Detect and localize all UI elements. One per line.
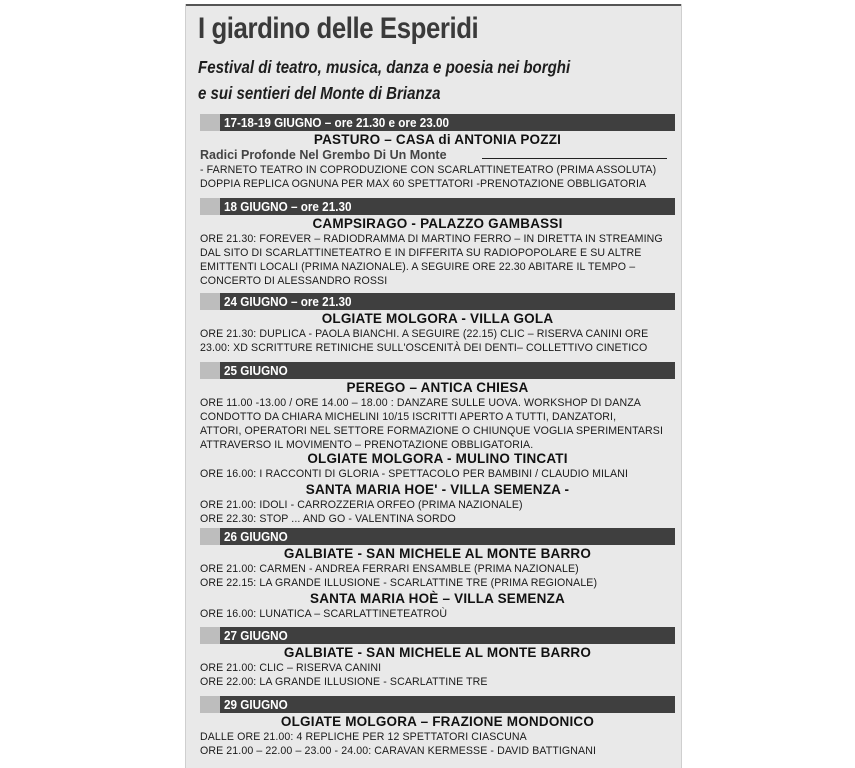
date-label: 27 GIUGNO	[224, 628, 288, 643]
date-band-notch	[200, 114, 220, 131]
top-rule	[186, 4, 681, 6]
date-label: 24 GIUGNO – ore 21.30	[224, 294, 352, 309]
date-band	[200, 362, 675, 379]
date-band	[200, 696, 675, 713]
date-label: 29 GIUGNO	[224, 697, 288, 712]
date-band	[200, 198, 675, 215]
event-line: EMITTENTI LOCALI (PRIMA NAZIONALE). A SEGUIRE ORE 22.30 ABITARE IL TEMPO –	[200, 261, 636, 273]
event-line: ORE 21.00: CLIC – RISERVA CANINI	[200, 662, 382, 674]
event-line: CONCERTO DI ALESSANDRO ROSSI	[200, 275, 388, 287]
event-line: - FARNETO TEATRO IN COPRODUZIONE CON SCARLATTINETEATRO (PRIMA ASSOLUTA)	[200, 164, 657, 176]
date-label: 18 GIUGNO – ore 21.30	[224, 199, 352, 214]
event-section	[200, 696, 675, 758]
newspaper-page	[185, 4, 682, 768]
event-section	[200, 114, 675, 191]
event-line: DAL SITO DI SCARLATTINETEATRO E IN DIFFERITA SU RADIOPOPOLARE E SU ALTRE	[200, 247, 642, 259]
event-line: ORE 22.30: STOP ... AND GO - VALENTINA SORDO	[200, 513, 456, 525]
subtitle-line-1: Festival di teatro, musica, danza e poesia nei borghi	[198, 57, 571, 77]
event-line: ORE 21.00: CARMEN - ANDREA FERRARI ENSAMBLE (PRIMA NAZIONALE)	[200, 563, 579, 575]
venue-title: SANTA MARIA HOÈ – VILLA SEMENZA	[310, 591, 565, 606]
event-section	[200, 528, 675, 621]
event-line: ATTORI, OPERATORI NEL SETTORE FORMAZIONE O CHIUNQUE VOGLIA SPERIMENTARSI	[200, 425, 663, 437]
date-band-notch	[200, 293, 220, 310]
event-line: ORE 22.00: LA GRANDE ILLUSIONE - SCARLATTINE TRE	[200, 676, 488, 688]
event-line: ORE 22.15: LA GRANDE ILLUSIONE - SCARLATTINE TRE (PRIMA REGIONALE)	[200, 577, 598, 589]
event-line: CONDOTTO DA CHIARA MICHELINI 10/15 ISCRITTI APERTO A TUTTI, DANZATORI,	[200, 411, 617, 423]
date-band	[200, 528, 675, 545]
event-line: ORE 16.00: I RACCONTI DI GLORIA - SPETTACOLO PER BAMBINI / CLAUDIO MILANI	[200, 468, 629, 480]
venue-title: PASTURO – CASA di ANTONIA POZZI	[313, 132, 562, 147]
venue-title: OLGIATE MOLGORA - VILLA GOLA	[321, 311, 554, 326]
tagline-text: Radici Profonde Nel Grembo Di Un Monte	[200, 148, 447, 162]
date-label: 26 GIUGNO	[224, 529, 288, 544]
event-line: ORE 21.30: FOREVER – RADIODRAMMA DI MARTINO FERRO – IN DIRETTA IN STREAMING	[200, 233, 663, 245]
event-line: DOPPIA REPLICA OGNUNA PER MAX 60 SPETTATORI -PRENOTAZIONE OBBLIGATORIA	[200, 178, 647, 190]
venue-title: OLGIATE MOLGORA - MULINO TINCATI	[307, 451, 568, 466]
clipped-line-wrapper	[200, 438, 675, 450]
tagline-rule	[482, 158, 667, 159]
event-line: ORE 21.30: DUPLICA - PAOLA BIANCHI. A SEGUIRE (22.15) CLIC – RISERVA CANINI ORE	[200, 328, 649, 340]
event-line: ORE 16.00: LUNATICA – SCARLATTINETEATROÙ	[200, 608, 448, 620]
venue-title: CAMPSIRAGO - PALAZZO GAMBASSI	[312, 216, 563, 231]
date-label: 17-18-19 GIUGNO – ore 21.30 e ore 23.00	[224, 115, 450, 130]
event-line: ORE 21.00 – 22.00 – 23.00 - 24.00: CARAVAN KERMESSE - DAVID BATTIGNANI	[200, 745, 596, 757]
date-band	[200, 114, 675, 131]
subtitle-line-2: e sui sentieri del Monte di Brianza	[198, 83, 441, 103]
venue-title: OLGIATE MOLGORA – FRAZIONE MONDONICO	[280, 714, 595, 729]
date-band-notch	[200, 696, 220, 713]
venue-title: GALBIATE - SAN MICHELE AL MONTE BARRO	[283, 546, 592, 561]
date-band-notch	[200, 198, 220, 215]
event-section	[200, 198, 675, 288]
date-label: 25 GIUGNO	[224, 363, 288, 378]
date-band-notch	[200, 627, 220, 644]
event-tagline	[200, 148, 675, 163]
date-band	[200, 293, 675, 310]
event-section	[200, 627, 675, 689]
event-line: ORE 11.00 -13.00 / ORE 14.00 – 18.00 : DANZARE SULLE UOVA. WORKSHOP DI DANZA	[200, 397, 641, 409]
event-line: 23.00: XD SCRITTURE RETINICHE SULL'OSCENITÀ DEI DENTI– COLLETTIVO CINETICO	[200, 342, 648, 354]
event-line: DALLE ORE 21.00: 4 REPLICHE PER 12 SPETTATORI CIASCUNA	[200, 731, 527, 743]
date-band-notch	[200, 528, 220, 545]
date-band-notch	[200, 362, 220, 379]
venue-title: GALBIATE - SAN MICHELE AL MONTE BARRO	[283, 645, 592, 660]
venue-title: PEREGO – ANTICA CHIESA	[346, 380, 529, 395]
event-line: ATTRAVERSO IL MOVIMENTO – PRENOTAZIONE OBBLIGATORIA.	[200, 439, 534, 450]
page-title: I giardino delle Esperidi	[198, 12, 479, 45]
date-band	[200, 627, 675, 644]
venue-title: SANTA MARIA HOE' - VILLA SEMENZA -	[305, 482, 570, 497]
event-line: ORE 21.00: IDOLI - CARROZZERIA ORFEO (PRIMA NAZIONALE)	[200, 499, 523, 511]
event-section	[200, 293, 675, 355]
event-section	[200, 362, 675, 526]
